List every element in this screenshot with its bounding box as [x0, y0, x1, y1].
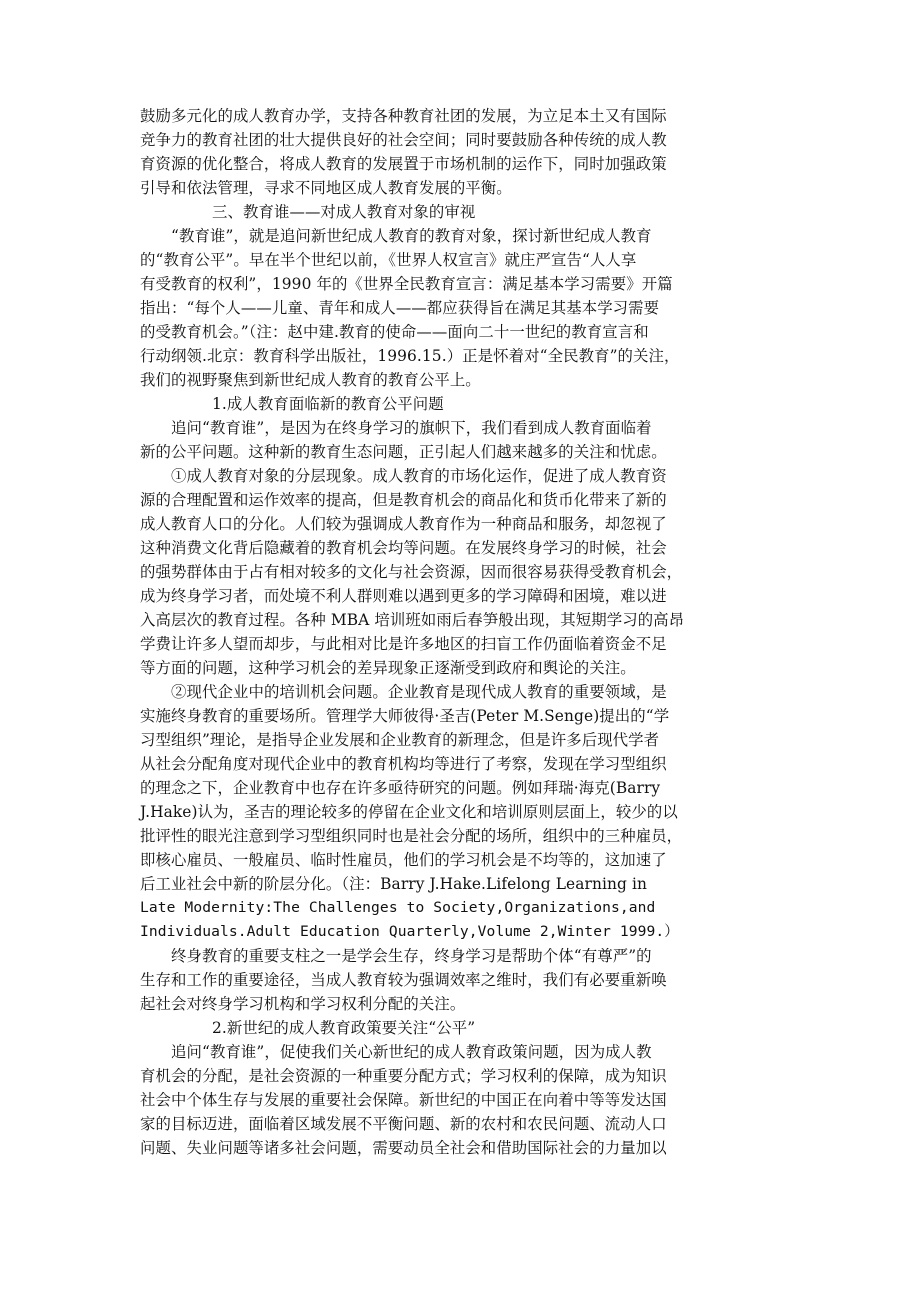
body-text-line: 鼓励多元化的成人教育办学，支持各种教育社团的发展，为立足本土又有国际 [140, 107, 667, 125]
body-text-line: 源的合理配置和运作效率的提高，但是教育机会的商品化和货币化带来了新的 [140, 491, 667, 509]
body-text-line: 有受教育的权利”，1990 年的《世界全民教育宣言：满足基本学习需要》开篇 [140, 275, 673, 293]
body-text-line: 追问“教育谁”，促使我们关心新世纪的成人教育政策问题，因为成人教 [171, 1043, 652, 1061]
body-text-line: 从社会分配角度对现代企业中的教育机构均等进行了考察，发现在学习型组织 [140, 755, 667, 773]
body-text-line: 社会中个体生存与发展的重要社会保障。新世纪的中国正在向着中等等发达国 [140, 1091, 667, 1109]
body-text-line: 终身教育的重要支柱之一是学会生存，终身学习是帮助个体“有尊严”的 [171, 947, 652, 965]
body-text-line: 成为终身学习者，而处境不利人群则难以遇到更多的学习障碍和困境，难以进 [140, 587, 667, 605]
body-text-line: 实施终身教育的重要场所。管理学大师彼得·圣吉(Peter M.Senge)提出的“学 [140, 707, 670, 725]
body-text-line: 等方面的问题，这种学习机会的差异现象正逐渐受到政府和舆论的关注。 [140, 659, 636, 677]
body-text-line: “教育谁”，就是追问新世纪成人教育的教育对象，探讨新世纪成人教育 [171, 227, 652, 245]
body-text-line: ①成人教育对象的分层现象。成人教育的市场化运作，促进了成人教育资 [171, 467, 667, 485]
body-text-line: 家的目标迈进，面临着区域发展不平衡问题、新的农村和农民问题、流动人口 [140, 1115, 667, 1133]
document-page [140, 104, 780, 1160]
body-text-line: 入高层次的教育过程。各种 MBA 培训班如雨后春笋般出现，其短期学习的高昂 [140, 611, 685, 629]
body-text-line: 引导和依法管理，寻求不同地区成人教育发展的平衡。 [140, 179, 512, 197]
body-text-line: Individuals.Adult Education Quarterly,Volume 2,Winter 1999.） [140, 923, 679, 940]
body-text-line: 生存和工作的重要途径，当成人教育较为强调效率之维时，我们有必要重新唤 [140, 971, 667, 989]
body-text-line: Late Modernity:The Challenges to Society,Organizations,and [140, 899, 656, 916]
body-text-line: 我们的视野聚焦到新世纪成人教育的教育公平上。 [140, 371, 481, 389]
body-text-line: 起社会对终身学习机构和学习权利分配的关注。 [140, 995, 466, 1013]
body-text-line: 的理念之下，企业教育中也存在许多亟待研究的问题。例如拜瑞·海克(Barry [140, 779, 661, 797]
body-text-line: 竞争力的教育社团的壮大提供良好的社会空间；同时要鼓励各种传统的成人教 [140, 131, 667, 149]
body-text-line: 的受教育机会。”（注：赵中建.教育的使命——面向二十一世纪的教育宣言和 [140, 323, 649, 341]
body-text-line: 新的公平问题。这种新的教育生态问题，正引起人们越来越多的关注和忧虑。 [140, 443, 667, 461]
body-text-line: 这种消费文化背后隐藏着的教育机会均等问题。在发展终身学习的时候，社会 [140, 539, 667, 557]
body-text-line: 追问“教育谁”，是因为在终身学习的旗帜下，我们看到成人教育面临着 [171, 419, 652, 437]
body-text-line: 育机会的分配，是社会资源的一种重要分配方式；学习权利的保障，成为知识 [140, 1067, 667, 1085]
section-heading-line: 1.成人教育面临新的教育公平问题 [212, 395, 444, 413]
body-text-line: J.Hake)认为，圣吉的理论较多的停留在企业文化和培训原则层面上，较少的以 [140, 803, 678, 821]
body-text-line: 的强势群体由于占有相对较多的文化与社会资源，因而很容易获得受教育机会， [140, 563, 683, 581]
body-text-line: ②现代企业中的培训机会问题。企业教育是现代成人教育的重要领域，是 [171, 683, 667, 701]
section-heading-line: 三、教育谁——对成人教育对象的审视 [212, 203, 476, 221]
body-text-line: 指出：“每个人——儿童、青年和成人——都应获得旨在满足其基本学习需要 [140, 299, 660, 317]
body-text-line: 后工业社会中新的阶层分化。（注：Barry J.Hake.Lifelong Learning in [140, 875, 648, 893]
section-heading-line: 2.新世纪的成人教育政策要关注“公平” [212, 1019, 476, 1037]
body-text-line: 即核心雇员、一般雇员、临时性雇员，他们的学习机会是不均等的，这加速了 [140, 851, 667, 869]
body-text-line: 问题、失业问题等诸多社会问题，需要动员全社会和借助国际社会的力量加以 [140, 1139, 667, 1157]
body-text-line: 批评性的眼光注意到学习型组织同时也是社会分配的场所，组织中的三种雇员， [140, 827, 683, 845]
body-text-line: 育资源的优化整合，将成人教育的发展置于市场机制的运作下，同时加强政策 [140, 155, 667, 173]
body-text-line: 行动纲领.北京：教育科学出版社，1996.15.）正是怀着对“全民教育”的关注， [140, 347, 680, 365]
body-text-line: 习型组织”理论，是指导企业发展和企业教育的新理念，但是许多后现代学者 [140, 731, 660, 749]
body-text-line: 的“教育公平”。早在半个世纪以前，《世界人权宣言》就庄严宣告“人人享 [140, 251, 637, 269]
body-text-line: 学费让许多人望而却步，与此相对比是许多地区的扫盲工作仍面临着资金不足 [140, 635, 667, 653]
body-text-line: 成人教育人口的分化。人们较为强调成人教育作为一种商品和服务，却忽视了 [140, 515, 667, 533]
